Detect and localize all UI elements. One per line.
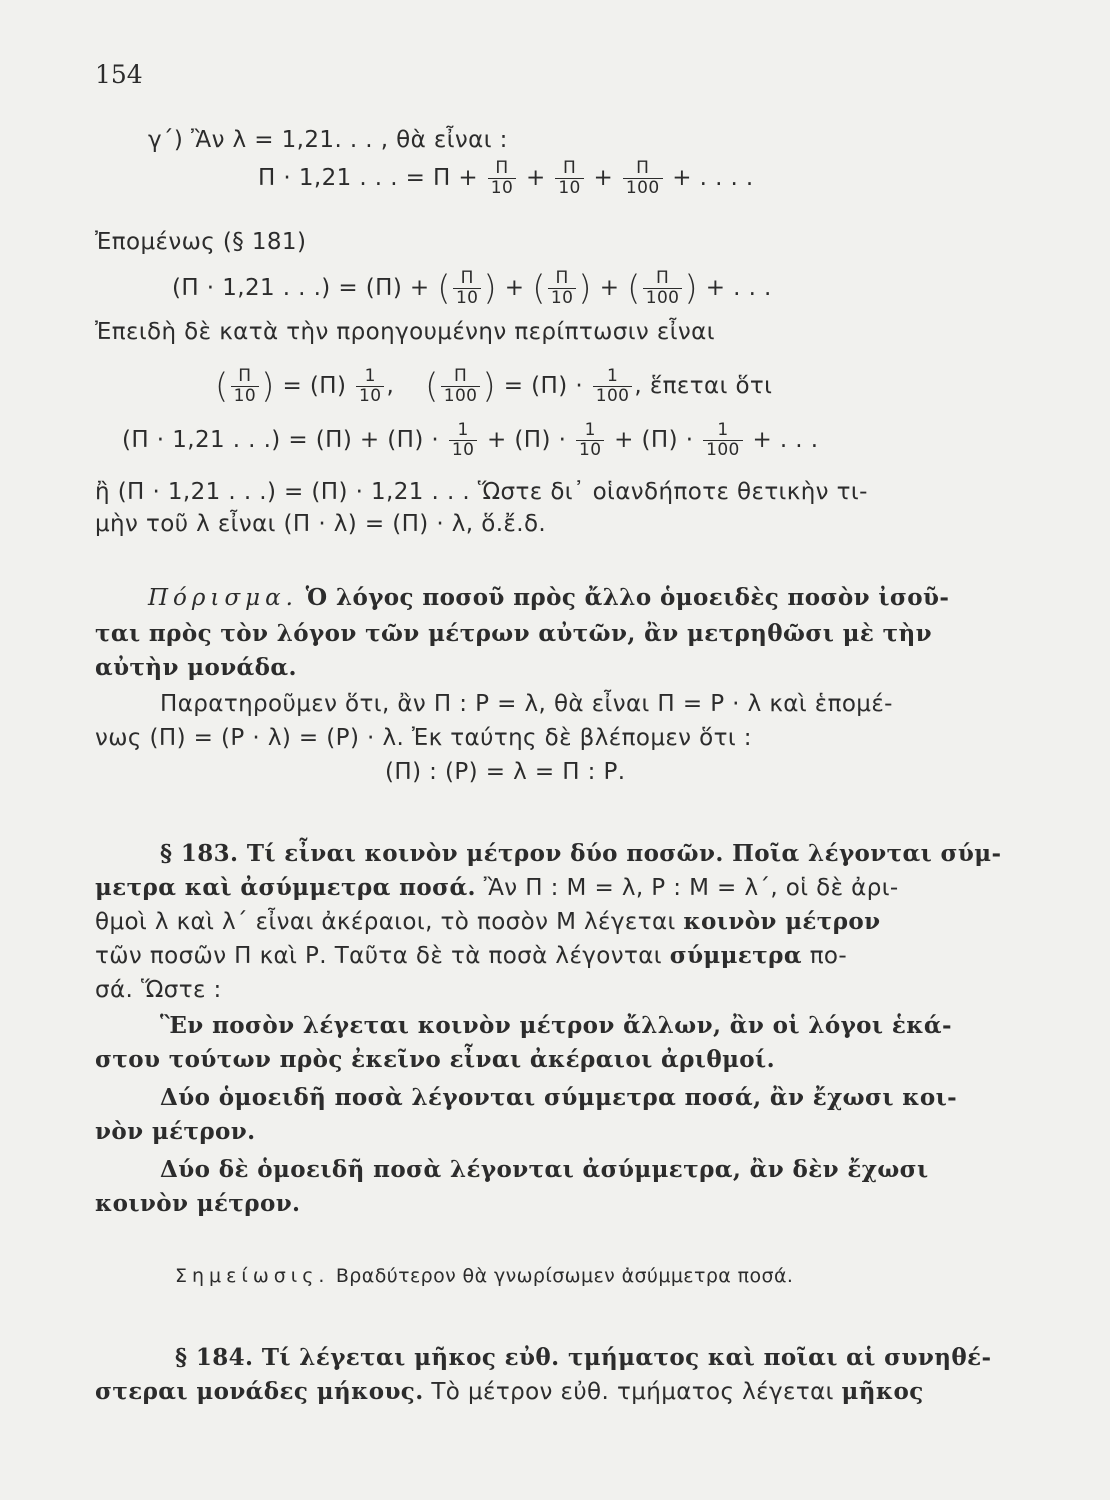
section-183-line-2: μετρα καὶ ἀσύμμετρα ποσά. Ἂν Π : Μ = λ, Ρ : Μ = λ΄, οἱ δὲ ἀρι- [95, 874, 899, 901]
equation-4: (Π · 1,21 . . .) = (Π) + (Π) · $\frac{1}{10}$ + (Π) · $\frac{1}{10}$ + (Π) · $\frac{1}{100}$ + . . . [122, 420, 819, 460]
section-183-line-3: θμοὶ λ καὶ λ΄ εἶναι ἀκέραιοι, τὸ ποσὸν Μ λέγεται κοινὸν μέτρον [95, 908, 881, 935]
fraction: $\frac{\Pi}{100}$ [441, 368, 481, 405]
since-line: Ἐπειδὴ δὲ κατὰ τὴν προηγουμένην περίπτωσιν εἶναι [95, 319, 715, 345]
fraction: $\frac{\Pi}{100}$ [643, 270, 683, 307]
definition-common-measure-2: στου τούτων πρὸς ἐκεῖνο εἶναι ἀκέραιοι ἀριθμοί. [95, 1046, 775, 1073]
page-number: 154 [95, 60, 143, 89]
corollary-line-2: ται πρὸς τὸν λόγον τῶν μέτρων αὐτῶν, ἂν μετρηθῶσι μὲ τὴν [95, 620, 933, 647]
fraction: $\frac{\Pi}{10}$ [231, 368, 259, 405]
fraction: $\frac{\Pi}{100}$ [623, 160, 663, 197]
section-184-heading: § 184. Τί λέγεται μῆκος εὐθ. τμήματος καὶ ποῖαι αἱ συνηθέ- [175, 1344, 992, 1371]
fraction: $\frac{1}{10}$ [356, 368, 384, 405]
definition-commensurable-2: νὸν μέτρον. [95, 1118, 256, 1145]
conclusion-line-1: ἢ (Π · 1,21 . . .) = (Π) · 1,21 . . . Ὥστε δι᾽ οἱανδήποτε θετικὴν τι- [95, 479, 868, 505]
observation-formula: (Π) : (Ρ) = λ = Π : Ρ. [385, 759, 626, 785]
fraction: $\frac{\Pi}{10}$ [555, 160, 583, 197]
case-gamma-line: γ΄) Ἂν λ = 1,21. . . , θὰ εἶναι : [148, 127, 508, 153]
fraction: $\frac{1}{100}$ [703, 422, 743, 459]
section-183-heading: § 183. Τί εἶναι κοινὸν μέτρον δύο ποσῶν. Ποῖα λέγονται σύμ- [160, 840, 1002, 867]
section-183-line-5: σά. Ὥστε : [95, 977, 222, 1003]
definition-commensurable-1: Δύο ὁμοειδῆ ποσὰ λέγονται σύμμετρα ποσά, ἂν ἔχωσι κοι- [160, 1084, 958, 1111]
fraction: $\frac{\Pi}{10}$ [453, 270, 481, 307]
fraction: $\frac{1}{100}$ [593, 368, 633, 405]
observation-line-1: Παρατηροῦμεν ὅτι, ἂν Π : Ρ = λ, θὰ εἶναι Π = Ρ · λ καὶ ἑπομέ- [160, 691, 893, 717]
fraction: $\frac{\Pi}{10}$ [548, 270, 576, 307]
equation-1: Π · 1,21 . . . = Π + $\frac{\Pi}{10}$ + $\frac{\Pi}{10}$ + $\frac{\Pi}{100}$ + . . . . [258, 158, 754, 198]
note-line: Σημείωσις. Βραδύτερον θὰ γνωρίσωμεν ἀσύμμετρα ποσά. [175, 1265, 794, 1287]
section-184-line-2: στεραι μονάδες μήκους. Τὸ μέτρον εὐθ. τμήματος λέγεται μῆκος [95, 1378, 924, 1405]
fraction: $\frac{1}{10}$ [449, 422, 477, 459]
observation-line-2: νως (Π) = (Ρ · λ) = (Ρ) · λ. Ἐκ ταύτης δὲ βλέπομεν ὅτι : [95, 725, 752, 751]
corollary-line-1: Πόρισμα. Ὁ λόγος ποσοῦ πρὸς ἄλλο ὁμοειδὲς ποσὸν ἰσοῦ- [148, 584, 950, 611]
section-183-line-4: τῶν ποσῶν Π καὶ Ρ. Ταῦτα δὲ τὰ ποσὰ λέγονται σύμμετρα πο- [95, 942, 848, 969]
note-label: Σημείωσις. [175, 1265, 330, 1287]
conclusion-line-2: μὴν τοῦ λ εἶναι (Π · λ) = (Π) · λ, ὅ.ἔ.δ. [95, 511, 547, 537]
definition-incommensurable-2: κοινὸν μέτρον. [95, 1190, 301, 1217]
equation-2: (Π · 1,21 . . .) = (Π) + ( $\frac{\Pi}{10}$ ) + ( $\frac{\Pi}{10}$ ) + ( $\frac{\Pi}{100}$ ) + . . . [172, 268, 772, 309]
fraction: $\frac{1}{10}$ [576, 422, 604, 459]
corollary-label: Πόρισμα. [148, 585, 298, 611]
hence-line: Ἐπομένως (§ 181) [95, 229, 307, 255]
definition-common-measure-1: Ἓν ποσὸν λέγεται κοινὸν μέτρον ἄλλων, ἂν οἱ λόγοι ἑκά- [160, 1012, 952, 1039]
fraction: $\frac{\Pi}{10}$ [488, 160, 516, 197]
definition-incommensurable-1: Δύο δὲ ὁμοειδῆ ποσὰ λέγονται ἀσύμμετρα, ἂν δὲν ἔχωσι [160, 1156, 929, 1183]
corollary-line-3: αὐτὴν μονάδα. [95, 654, 297, 681]
equation-3: ( $\frac{\Pi}{10}$ ) = (Π) $\frac{1}{10}$ , ( $\frac{\Pi}{100}$ ) = (Π) · $\frac{1}{100}$ , ἕπεται ὅτι [215, 366, 773, 407]
